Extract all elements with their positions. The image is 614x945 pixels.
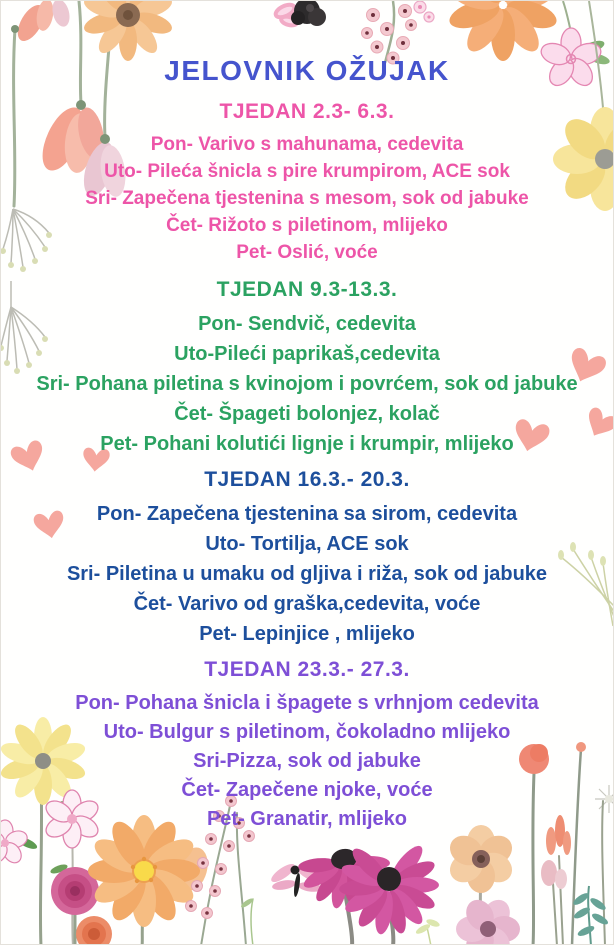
week-section-1 <box>1 100 613 266</box>
menu-line-mon: Pon- Zapečena tjestenina sa sirom, cedevita <box>96 503 518 525</box>
week-section-4 <box>1 658 613 834</box>
menu-line-tue: Uto- Tortilja, ACE sok <box>205 533 409 555</box>
menu-line-thu: Čet- Rižoto s piletinom, mlijeko <box>166 215 448 236</box>
week-section-3 <box>1 468 613 649</box>
menu-line-wed: Sri-Pizza, sok od jabuke <box>193 750 421 772</box>
menu-line-fri: Pet- Pohani kolutići lignje i krumpir, mlijeko <box>100 433 514 455</box>
menu-line-mon: Pon- Varivo s mahunama, cedevita <box>150 134 464 155</box>
menu-line-wed: Sri- Pohana piletina s kvinojom i povrćem, sok od jabuke <box>36 373 578 395</box>
menu-line-wed: Sri- Zapečena tjestenina s mesom, sok od jabuke <box>85 188 529 209</box>
week-3-header: TJEDAN 16.3.- 20.3. <box>204 468 410 491</box>
menu-line-tue: Uto-Pileći paprikaš,cedevita <box>174 343 440 365</box>
menu-line-thu: Čet- Špageti bolonjez, kolač <box>174 403 440 425</box>
week-4-header: TJEDAN 23.3.- 27.3. <box>204 658 410 681</box>
menu-line-thu: Čet- Varivo od graška,cedevita, voće <box>133 593 481 615</box>
menu-content <box>1 1 613 944</box>
menu-line-thu: Čet- Zapečene njoke, voće <box>181 779 433 801</box>
menu-line-wed: Sri- Piletina u umaku od gljiva i riža, sok od jabuke <box>66 563 548 585</box>
menu-line-fri: Pet- Oslić, voće <box>236 242 378 263</box>
menu-line-fri: Pet- Lepinjice , mlijeko <box>199 623 415 645</box>
menu-line-tue: Uto- Pileća šnicla s pire krumpirom, ACE sok <box>104 161 510 182</box>
week-2-header: TJEDAN 9.3-13.3. <box>216 278 398 301</box>
page-title: JELOVNIK OŽUJAK <box>164 55 450 86</box>
week-1-header: TJEDAN 2.3- 6.3. <box>219 100 395 123</box>
menu-line-tue: Uto- Bulgur s piletinom, čokoladno mlijeko <box>103 721 511 743</box>
menu-line-mon: Pon- Pohana šnicla i špagete s vrhnjom cedevita <box>75 692 539 714</box>
menu-line-mon: Pon- Sendvič, cedevita <box>198 313 416 335</box>
week-section-2 <box>1 278 613 459</box>
menu-line-fri: Pet- Granatir, mlijeko <box>206 808 408 830</box>
